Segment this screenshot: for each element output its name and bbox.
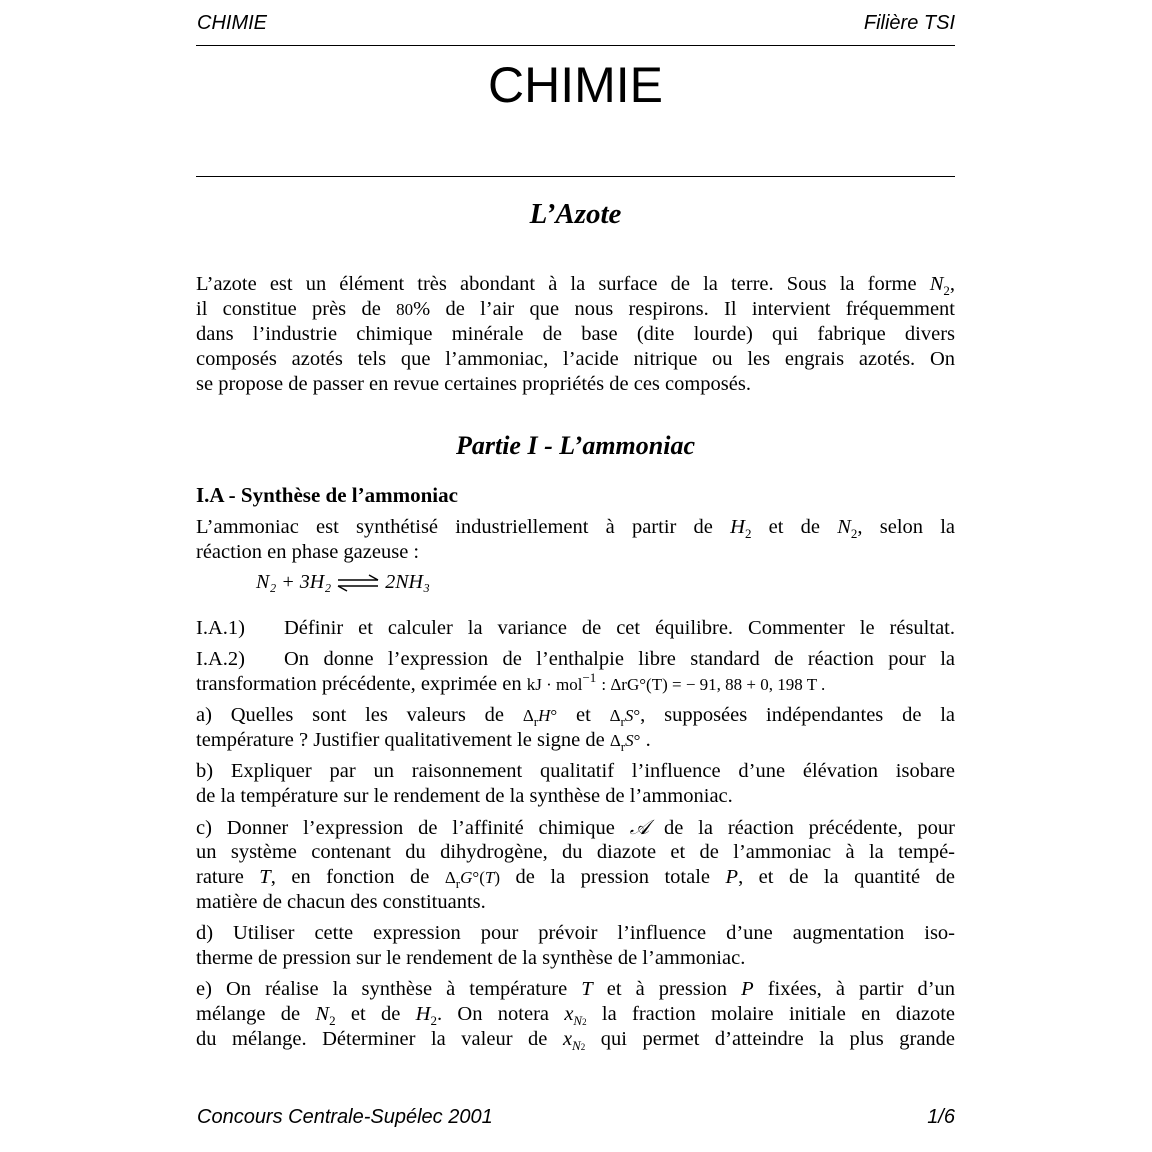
page-number: 1/6 [927,1106,955,1128]
part-title: Partie I - L’ammoniac [455,431,696,460]
header-rule [196,45,955,46]
page-title: CHIMIE [488,57,663,113]
subtitle: L’Azote [529,198,622,230]
running-header-right: Filière TSI [863,12,955,34]
running-header-left: CHIMIE [197,12,267,34]
equilibrium-arrows-icon [336,573,380,593]
question-ia1: I.A.1) Définir et calculer la variance de cet équilibre. Commenter le résultat. [196,617,955,639]
title-rule [196,176,955,177]
reaction-equation: N₂ + 3H₂ 2NH₃ [256,571,430,593]
section-title: I.A - Synthèse de l’ammoniac [196,483,458,507]
footer-left: Concours Centrale-Supélec 2001 [197,1106,493,1128]
